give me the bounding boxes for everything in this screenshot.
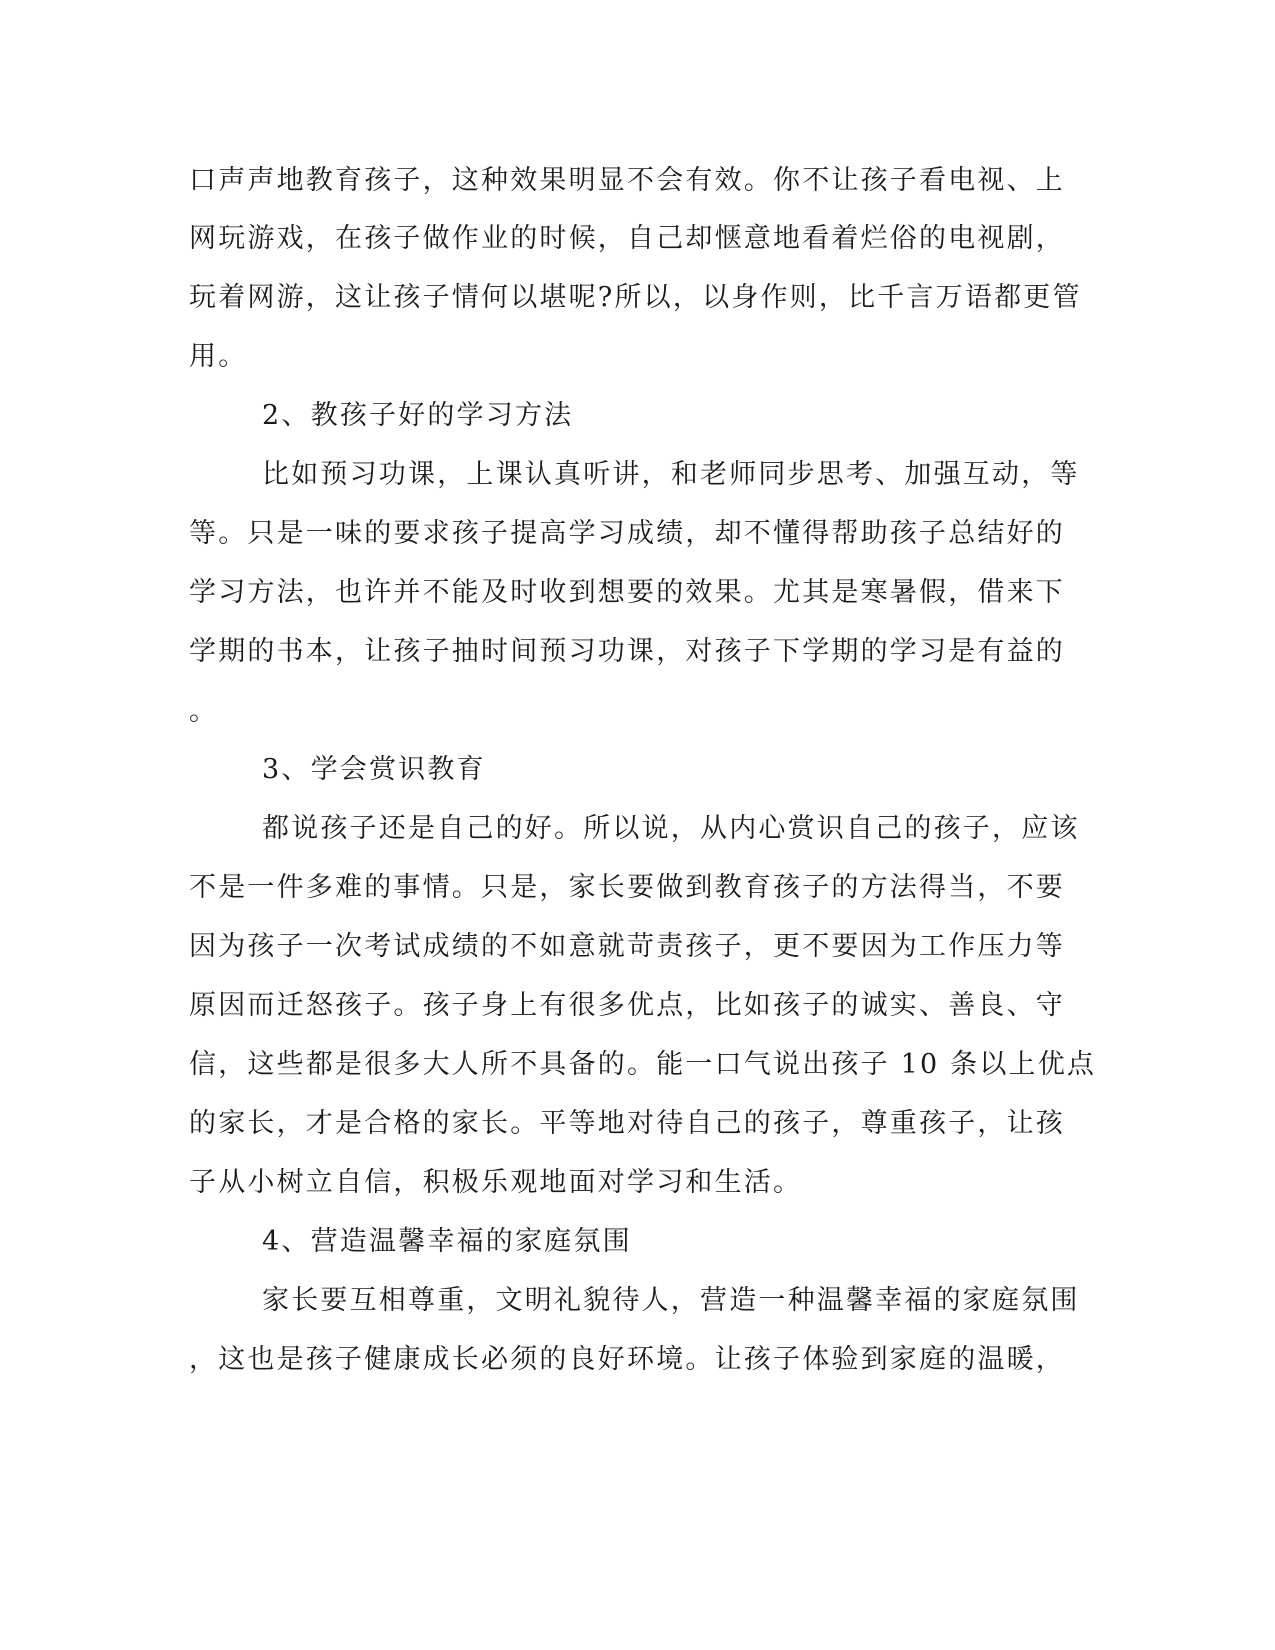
paragraph-first-line: 都说孩子还是自己的好。所以说，从内心赏识自己的孩子，应该 [262, 813, 1080, 844]
section-heading: 4、营造温馨幸福的家庭氛围 [262, 1226, 632, 1257]
section-heading: 2、教孩子好的学习方法 [262, 400, 574, 431]
text-line: 学习方法，也许并不能及时收到想要的效果。尤其是寒暑假，借来下 [189, 577, 1065, 608]
text-line: 不是一件多难的事情。只是，家长要做到教育孩子的方法得当，不要 [189, 872, 1065, 903]
text-line: 信，这些都是很多大人所不具备的。能一口气说出孩子 10 条以上优点 [189, 1049, 1097, 1080]
text-line: 子从小树立自信，积极乐观地面对学习和生活。 [189, 1167, 803, 1198]
text-line: 因为孩子一次考试成绩的不如意就苛责孩子，更不要因为工作压力等 [189, 931, 1065, 962]
text-line: 用。 [189, 341, 248, 372]
text-line: 的家长，才是合格的家长。平等地对待自己的孩子，尊重孩子，让孩 [189, 1108, 1065, 1139]
paragraph-first-line: 家长要互相尊重，文明礼貌待人，营造一种温馨幸福的家庭氛围 [262, 1285, 1080, 1316]
text-line: 网玩游戏，在孩子做作业的时候，自己却惬意地看着烂俗的电视剧， [189, 223, 1065, 254]
text-line: 学期的书本，让孩子抽时间预习功课，对孩子下学期的学习是有益的 [189, 636, 1065, 667]
text-line: 口声声地教育孩子，这种效果明显不会有效。你不让孩子看电视、上 [189, 165, 1065, 196]
paragraph-first-line: 比如预习功课，上课认真听讲，和老师同步思考、加强互动，等 [262, 459, 1080, 490]
text-line: 原因而迁怒孩子。孩子身上有很多优点，比如孩子的诚实、善良、守 [189, 990, 1065, 1021]
section-heading: 3、学会赏识教育 [262, 754, 486, 785]
text-line: ，这也是孩子健康成长必须的良好环境。让孩子体验到家庭的温暖， [189, 1344, 1065, 1375]
text-line: 等。只是一味的要求孩子提高学习成绩，却不懂得帮助孩子总结好的 [189, 518, 1065, 549]
text-line: 。 [189, 696, 219, 727]
text-line: 玩着网游，这让孩子情何以堪呢?所以，以身作则，比千言万语都更管 [189, 282, 1082, 313]
